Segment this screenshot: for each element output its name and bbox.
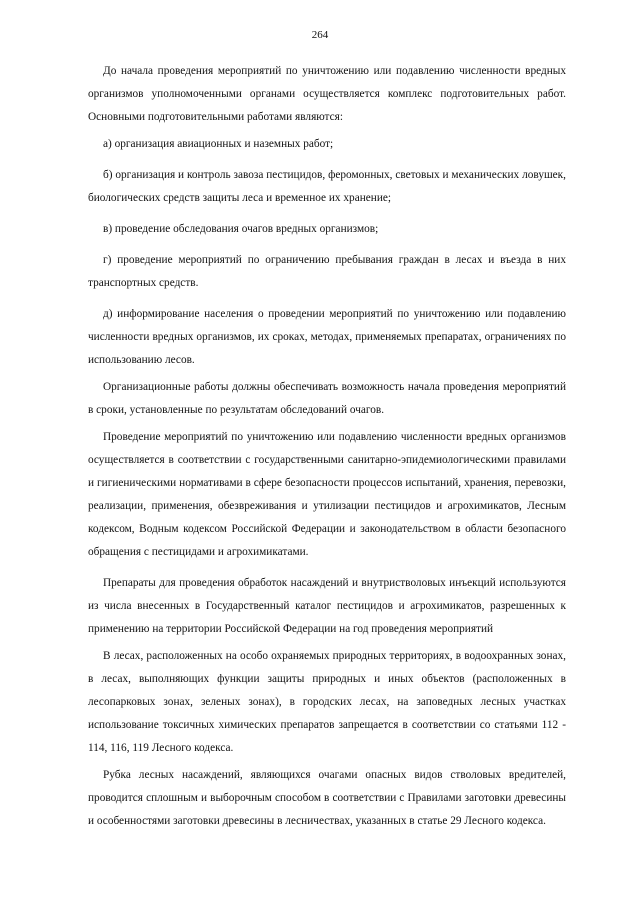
paragraph-protected-areas: В лесах, расположенных на особо охраняемых природных территориях, в водоохранных зонах, в лесах, выполняющих функции защиты природных и иных объектов (расположенных в лесопарковых зонах, зеленых зонах), в городских лесах, на заповедных лесных участках использование токсичных химических препаратов запрещается в соответствии со статьями 112 - 114, 116, 119 Лесного кодекса. bbox=[88, 650, 566, 754]
list-item-d: д) информирование населения о проведении мероприятий по уничтожению или подавлению численности вредных организмов, их сроках, методах, применяемых препаратах, ограничениях по использованию лесов. bbox=[88, 308, 566, 366]
paragraph-felling: Рубка лесных насаждений, являющихся очагами опасных видов стволовых вредителей, проводится сплошным и выборочным способом в соответствии с Правилами заготовки древесины и особенностями заготовки древесины в лесничествах, указанных в статье 29 Лесного кодекса. bbox=[88, 769, 566, 827]
list-item-b: б) организация и контроль завоза пестицидов, феромонных, световых и механических ловушек, биологических средств защиты леса и временное их хранение; bbox=[88, 169, 566, 204]
list-item-g: г) проведение мероприятий по ограничению пребывания граждан в лесах и въезда в них транспортных средств. bbox=[88, 254, 566, 289]
list-item-a: а) организация авиационных и наземных работ; bbox=[103, 138, 334, 150]
paragraph-preparations: Препараты для проведения обработок насаждений и внутристволовых инъекций используются из числа внесенных в Государственный каталог пестицидов и агрохимикатов, разрешенных к применению на территории Российской Федерации на год проведения мероприятий bbox=[88, 577, 566, 635]
page-number: 264 bbox=[311, 29, 329, 41]
list-item-v: в) проведение обследования очагов вредных организмов; bbox=[103, 223, 379, 235]
paragraph-regulations: Проведение мероприятий по уничтожению или подавлению численности вредных организмов осуществляется в соответствии с государственными санитарно-эпидемиологическими правилами и гигиеническими нормативами в сфере безопасности процессов испытаний, хранения, перевозки, реализации, применения, обезвреживания и утилизации пестицидов и агрохимикатов, Лесным кодексом, Водным кодексом Российской Федерации и законодательством в области безопасного обращения с пестицидами и агрохимикатами. bbox=[88, 431, 566, 558]
paragraph-organizational-works: Организационные работы должны обеспечивать возможность начала проведения мероприятий в сроки, установленные по результатам обследований очагов. bbox=[88, 381, 566, 416]
paragraph-intro: До начала проведения мероприятий по уничтожению или подавлению численности вредных организмов уполномоченными органами осуществляется комплекс подготовительных работ. Основными подготовительными работами являются: bbox=[88, 65, 566, 123]
document-body bbox=[88, 60, 566, 833]
